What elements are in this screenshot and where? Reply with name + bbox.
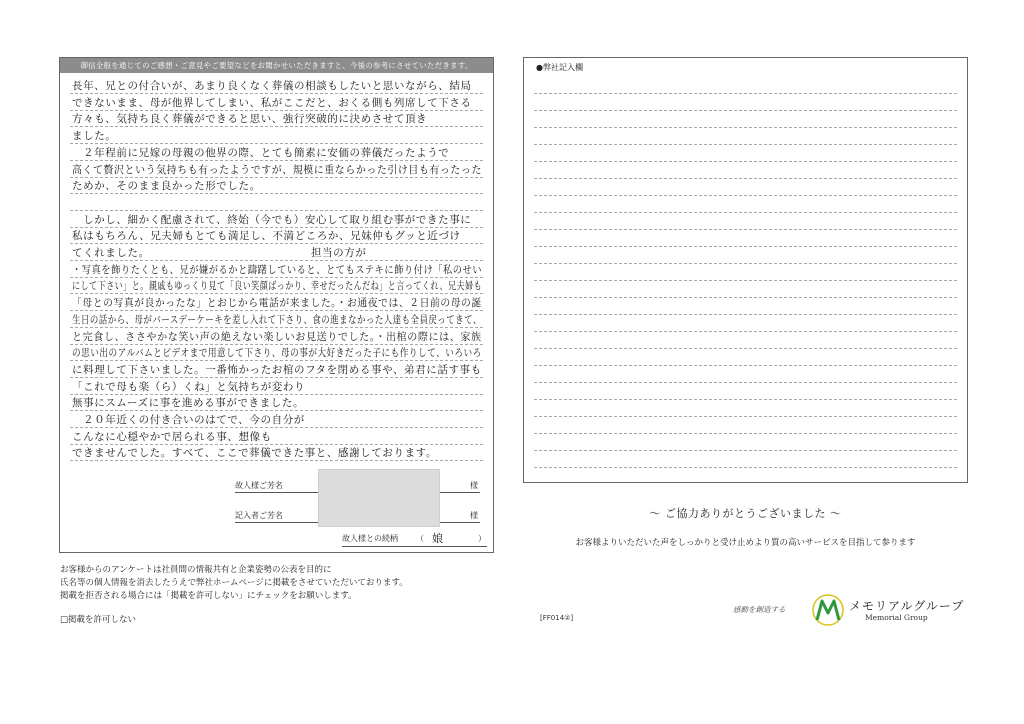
- survey-header: 御信全般を通じてのご感想・ご意見やご要望などをお聞かせいただきますと、今後の参考にさせていただきます。: [60, 58, 493, 73]
- thanks-subtext: お客様よりいただいた声をしっかりと受け止めより質の高いサービスを目指して参ります: [575, 538, 916, 548]
- office-ruled-line: [534, 416, 957, 417]
- ruled-line: [70, 126, 483, 127]
- ruled-line: [70, 193, 483, 194]
- handwritten-line: ました。: [72, 130, 117, 143]
- handwritten-line: てくれました。 担当の方が: [72, 247, 367, 259]
- handwritten-line: できませんでした。すべて、ここで葬儀できた事と、感謝しております。: [72, 447, 438, 460]
- office-ruled-line: [534, 348, 957, 349]
- handwritten-line: しかし、細かく配慮されて、終始（今でも）安心して取り組む事ができた事に: [72, 213, 472, 226]
- handwritten-line: 生日の話から、母がバースデーケーキを差し入れて下さり、食の進まなかった人達も全員戻ってきて、: [72, 313, 482, 326]
- office-ruled-line: [534, 433, 957, 434]
- deceased-name-label: 故人様ご芳名: [235, 481, 283, 490]
- office-ruled-line: [534, 195, 957, 196]
- deceased-honorific: 様: [470, 481, 478, 490]
- logo-tagline: 感動を創造する: [733, 605, 786, 614]
- office-ruled-line: [534, 246, 957, 247]
- office-ruled-line: [534, 467, 957, 468]
- publish-refusal-checkbox[interactable]: □掲載を許可しない: [60, 615, 137, 625]
- handwritten-line: の思い出のアルバムとビデオまで用意して下さり、母の事が大好きだった子にも作りして、いろいろ: [72, 347, 482, 360]
- handwritten-line: 「母との写真が良かったな」とおじから電話が来ました。・お通夜では、２日前の母の誕: [72, 297, 482, 310]
- handwritten-line: に料理して下さいました。一番怖かったお棺のフタを閉める事や、弟君に話す事も: [72, 363, 482, 376]
- office-ruled-line: [534, 212, 957, 213]
- logo-subname: Memorial Group: [865, 613, 928, 622]
- writer-honorific: 様: [470, 511, 478, 520]
- handwritten-line: 「これで母も楽（ら）くね」と気持ちが変わり: [72, 380, 306, 393]
- survey-comment-box: [59, 57, 494, 553]
- writer-name-label: 記入者ご芳名: [235, 511, 283, 520]
- office-ruled-line: [534, 331, 957, 332]
- office-use-box: [523, 57, 968, 483]
- office-use-title: ●弊社記入欄: [536, 63, 583, 72]
- office-ruled-line: [534, 365, 957, 366]
- handwritten-line: 方々も、気持ち良く葬儀ができると思い、強行突破的に決めさせて頂き: [72, 113, 428, 126]
- handwritten-line: 高くて贅沢という気持ちも有ったようですが、規模に重ならかった引け目も有ったった: [72, 163, 482, 176]
- logo-name: メモリアルグループ: [849, 599, 965, 613]
- office-ruled-line: [534, 450, 957, 451]
- handwritten-line: ・写真を飾りたくとも、兄が嫌がるかと躊躇していると、とてもステキに飾り付け「私のせい: [72, 263, 483, 276]
- footer-line-1: お客様からのアンケートは社員間の情報共有と企業姿勢の公表を目的に: [60, 565, 332, 575]
- office-ruled-line: [534, 297, 957, 298]
- redacted-name-area: [318, 469, 440, 527]
- handwritten-line: ためか、そのまま良かった形でした。: [72, 180, 261, 193]
- office-ruled-line: [534, 229, 957, 230]
- memorial-group-logo: [733, 593, 973, 631]
- handwritten-line: できないまま、母が他界してしまい、私がここだと、おくる側も列席して下さる: [72, 96, 472, 109]
- office-ruled-line: [534, 144, 957, 145]
- office-ruled-line: [534, 382, 957, 383]
- ruled-line: [70, 460, 483, 461]
- office-ruled-line: [534, 161, 957, 162]
- handwritten-line: 私はもちろん、兄夫婦もとても満足し、不満どころか、兄妹仲もグッと近づけ: [72, 230, 461, 243]
- handwritten-line: にして下さい」と。親戚もゆっくり見て「良い笑顔ばっかり、幸せだったんだね」と言ってくれ、兄夫婦も: [72, 280, 483, 293]
- office-ruled-line: [534, 110, 957, 111]
- office-ruled-line: [534, 280, 957, 281]
- memorial-m-logo-icon: [811, 593, 845, 627]
- form-code: [FF014②]: [540, 614, 574, 622]
- thanks-message: ～ ご協力ありがとうございました ～: [649, 507, 842, 520]
- handwritten-line: と完食し、ささやかな笑い声の絶えない楽しいお見送りでした。・出棺の際には、家族: [72, 330, 482, 343]
- office-ruled-line: [534, 93, 957, 94]
- relation-line: [342, 546, 487, 547]
- footer-line-2: 氏名等の個人情報を消去したうえで弊社ホームページに掲載をさせていただいております。: [60, 578, 408, 588]
- office-ruled-line: [534, 178, 957, 179]
- office-ruled-line: [534, 314, 957, 315]
- relation-close: ）: [478, 534, 486, 543]
- office-ruled-line: [534, 127, 957, 128]
- footer-line-3: 掲載を拒否される場合には「掲載を許可しない」にチェックをお願いします。: [60, 591, 357, 601]
- handwritten-line: 長年、兄との付合いが、あまり良くなく葬儀の相談もしたいと思いながら、結局: [72, 80, 472, 92]
- handwritten-line: ２０年近くの付き合いのはてで、今の自分が: [72, 414, 305, 426]
- office-ruled-line: [534, 263, 957, 264]
- handwritten-line: こんなに心穏やかで居られる事、想像も: [72, 430, 272, 443]
- handwritten-line: ２年程前に兄嫁の母親の他界の際、とても簡素に安価の葬儀だったようで: [72, 146, 450, 159]
- relation-label: 故人様との続柄: [342, 534, 398, 543]
- relation-open: （: [416, 534, 424, 543]
- relation-value: 娘: [432, 532, 443, 545]
- office-ruled-line: [534, 399, 957, 400]
- handwritten-line: 無事にスムーズに事を進める事ができました。: [72, 397, 305, 410]
